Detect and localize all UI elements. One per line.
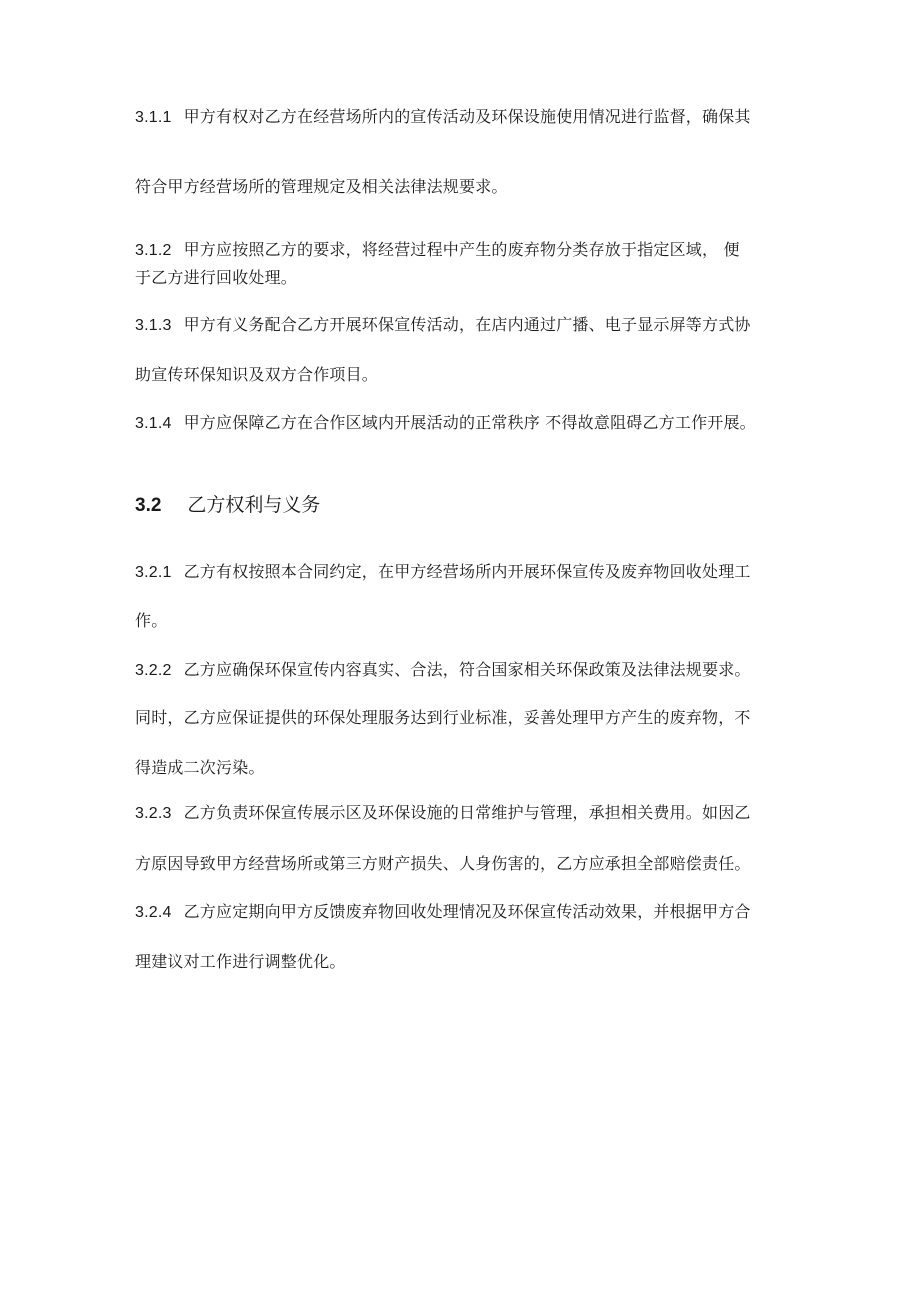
clause-number: 3.2.3 bbox=[135, 805, 172, 822]
section-heading-3-2 bbox=[135, 493, 320, 518]
clause-text-continued: 于乙方进行回收处理。 bbox=[135, 268, 298, 287]
clause-number: 3.1.4 bbox=[135, 415, 172, 432]
clause-text-continued: 同时，乙方应保证提供的环保处理服务达到行业标准，妥善处理甲方产生的废弃物，不 bbox=[135, 708, 751, 727]
clause-text-continued: 方原因导致甲方经营场所或第三方财产损失、人身伤害的，乙方应承担全部赔偿责任。 bbox=[135, 854, 751, 873]
clause-number: 3.1.2 bbox=[135, 242, 172, 259]
clause-number: 3.1.3 bbox=[135, 317, 172, 334]
clause-3-1-3 bbox=[135, 315, 751, 336]
clause-text: 乙方应定期向甲方反馈废弃物回收处理情况及环保宣传活动效果，并根据甲方合 bbox=[183, 902, 751, 921]
clause-text-continued: 理建议对工作进行调整优化。 bbox=[135, 952, 346, 971]
section-number: 3.2 bbox=[135, 495, 162, 516]
clause-3-1-2 bbox=[135, 240, 740, 261]
section-title: 乙方权利与义务 bbox=[187, 494, 321, 516]
clause-text: 甲方有权对乙方在经营场所内的宣传活动及环保设施使用情况进行监督，确保其 bbox=[183, 107, 751, 126]
clause-text: 乙方应确保环保宣传内容真实、合法，符合国家相关环保政策及法律法规要求。 bbox=[183, 660, 751, 679]
clause-3-2-4 bbox=[135, 902, 751, 923]
clause-text: 甲方应按照乙方的要求，将经营过程中产生的废弃物分类存放于指定区域， 便 bbox=[183, 240, 740, 259]
clause-number: 3.2.1 bbox=[135, 564, 172, 581]
clause-3-2-1 bbox=[135, 562, 751, 583]
clause-text: 甲方应保障乙方在合作区域内开展活动的正常秩序 不得故意阻碍乙方工作开展。 bbox=[183, 413, 756, 432]
clause-number: 3.2.4 bbox=[135, 904, 172, 921]
clause-text-continued: 作。 bbox=[135, 611, 168, 630]
clause-3-2-3 bbox=[135, 803, 751, 824]
clause-text-continued: 得造成二次污染。 bbox=[135, 758, 265, 777]
clause-3-2-2 bbox=[135, 660, 751, 681]
clause-number: 3.2.2 bbox=[135, 662, 172, 679]
clause-3-1-1 bbox=[135, 107, 751, 128]
clause-text-continued: 符合甲方经营场所的管理规定及相关法律法规要求。 bbox=[135, 177, 508, 196]
clause-3-1-4 bbox=[135, 413, 756, 434]
clause-text: 乙方有权按照本合同约定，在甲方经营场所内开展环保宣传及废弃物回收处理工 bbox=[183, 562, 751, 581]
clause-text: 甲方有义务配合乙方开展环保宣传活动，在店内通过广播、电子显示屏等方式协 bbox=[183, 315, 751, 334]
clause-text: 乙方负责环保宣传展示区及环保设施的日常维护与管理，承担相关费用。如因乙 bbox=[183, 803, 751, 822]
clause-text-continued: 助宣传环保知识及双方合作项目。 bbox=[135, 365, 379, 384]
clause-number: 3.1.1 bbox=[135, 109, 172, 126]
